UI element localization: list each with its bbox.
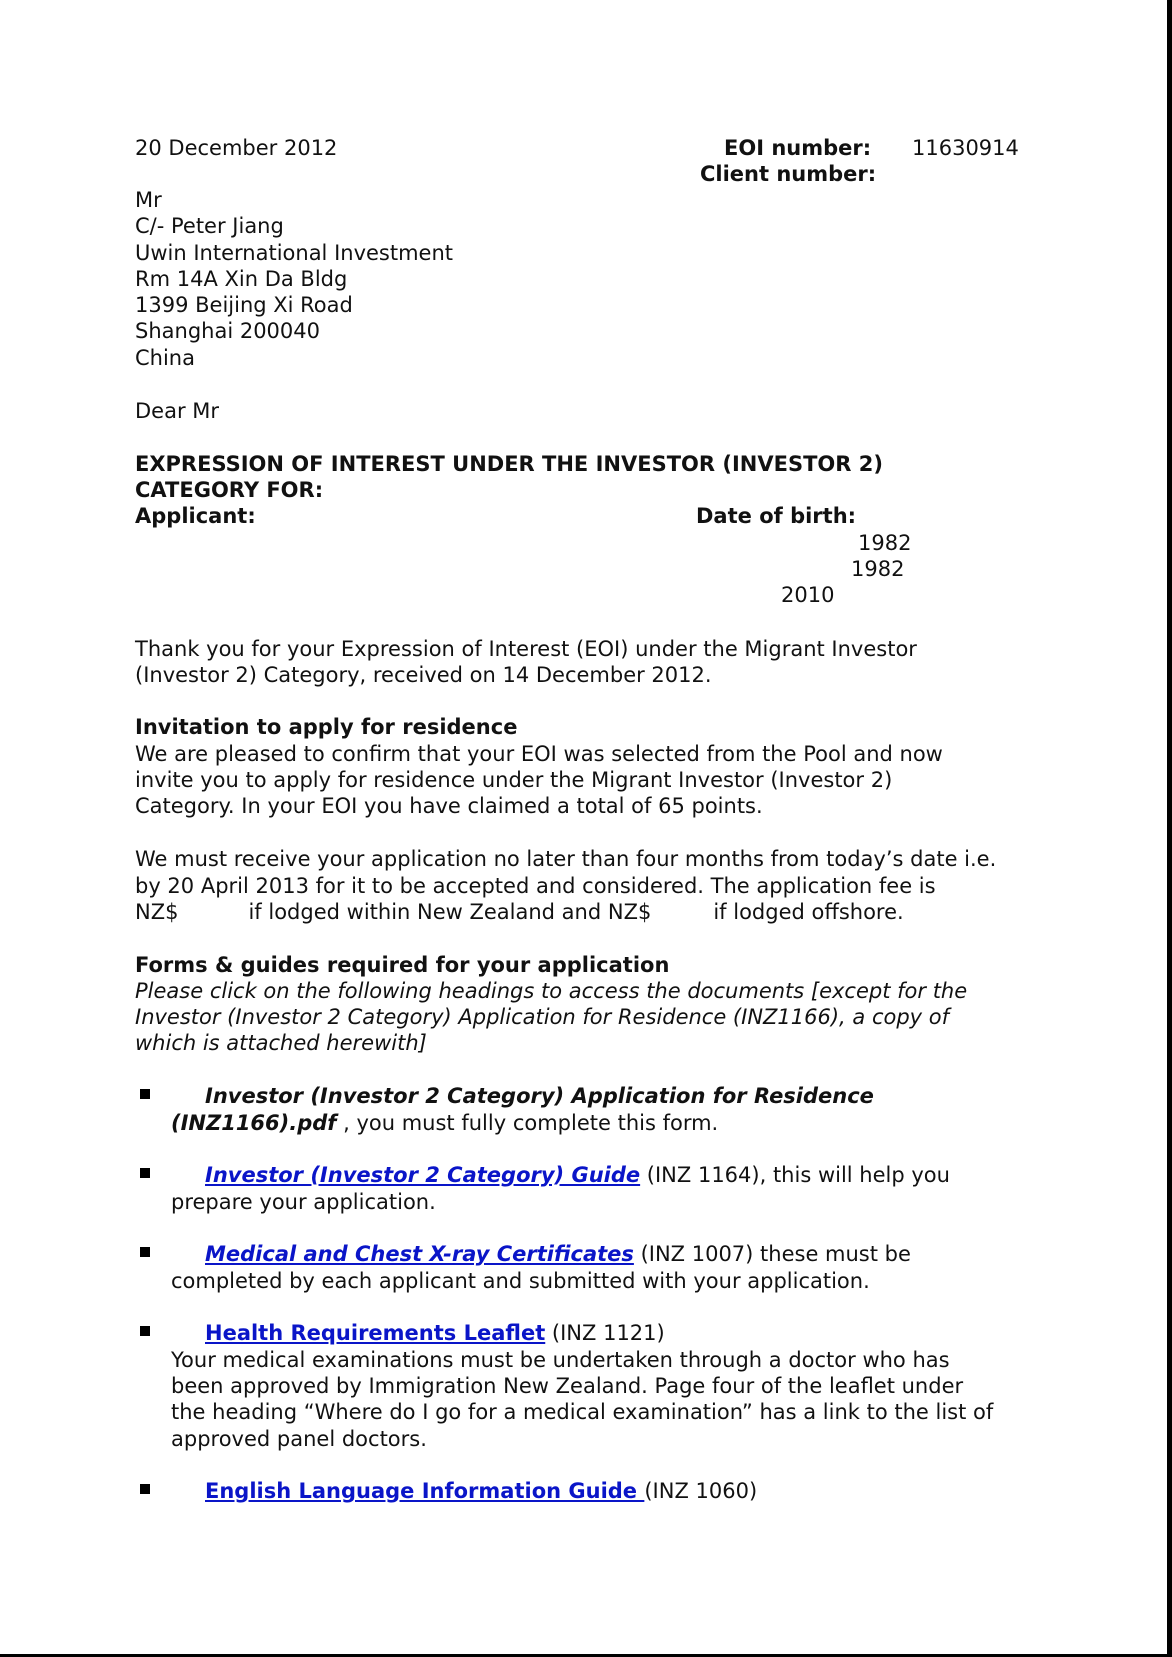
medical-cert-line	[205, 1241, 911, 1267]
health-leaflet-line	[205, 1320, 665, 1346]
dob-year: 1982	[851, 557, 905, 581]
invitation-title: Invitation to apply for residence	[135, 715, 518, 739]
bullet-icon	[140, 1247, 150, 1257]
forms-instruction-line: Please click on the following headings to access the documents [except for the	[135, 979, 968, 1003]
english-language-guide-link[interactable]: English Language Information Guide	[205, 1479, 645, 1503]
invitation-line: invite you to apply for residence under the Migrant Investor (Investor 2)	[135, 768, 893, 792]
eoi-number-value: 11630914	[912, 136, 1019, 160]
form-inz1166-line	[171, 1110, 718, 1136]
invitation-line: Category. In your EOI you have claimed a total of 65 points.	[135, 794, 763, 818]
medical-certificates-note: (INZ 1007) these must be	[633, 1242, 911, 1266]
address-line: C/- Peter Jiang	[135, 214, 284, 238]
address-line: Rm 14A Xin Da Bldg	[135, 267, 348, 291]
form-inz1166-filename: (INZ1166).pdf	[171, 1111, 337, 1135]
dob-year: 1982	[858, 531, 912, 555]
redacted-amount	[651, 899, 713, 925]
forms-instruction-line: which is attached herewith]	[135, 1031, 427, 1055]
redacted-amount	[178, 899, 248, 925]
form-inz1166-note: , you must fully complete this form.	[336, 1111, 719, 1135]
dob-year: 2010	[781, 583, 835, 607]
letter-date: 20 December 2012	[135, 136, 338, 160]
fee-onshore-text: if lodged within New Zealand and NZ$	[248, 900, 652, 924]
fee-currency: NZ$	[135, 900, 179, 924]
bullet-icon	[140, 1168, 150, 1178]
heading-line-1: EXPRESSION OF INTEREST UNDER THE INVESTOR (INVESTOR 2)	[135, 452, 883, 476]
address-line: Mr	[135, 188, 162, 212]
eoi-number-label: EOI number:	[724, 136, 872, 160]
english-guide-line	[205, 1478, 757, 1504]
client-number-label: Client number:	[700, 162, 877, 186]
health-requirements-note: (INZ 1121)	[545, 1321, 665, 1345]
deadline-line: We must receive your application no later than four months from today’s date i.e.	[135, 847, 997, 871]
forms-title: Forms & guides required for your application	[135, 953, 670, 977]
invitation-line: We are pleased to confirm that your EOI was selected from the Pool and now	[135, 742, 943, 766]
address-line: China	[135, 346, 195, 370]
guide-inz1164-line2: prepare your application.	[171, 1190, 436, 1214]
bullet-icon	[140, 1326, 150, 1336]
address-line: Uwin International Investment	[135, 241, 454, 265]
health-leaflet-text: Your medical examinations must be undertaken through a doctor who has	[171, 1348, 950, 1372]
health-leaflet-text: been approved by Immigration New Zealand. Page four of the leaflet under	[171, 1374, 964, 1398]
fee-offshore-text: if lodged offshore.	[713, 900, 904, 924]
investor-guide-link[interactable]: Investor (Investor 2 Category) Guide	[205, 1163, 641, 1187]
address-line: Shanghai 200040	[135, 319, 321, 343]
intro-line: (Investor 2) Category, received on 14 December 2012.	[135, 663, 712, 687]
forms-instruction-line: Investor (Investor 2 Category) Application for Residence (INZ1166), a copy of	[135, 1005, 950, 1029]
english-language-guide-note: (INZ 1060)	[644, 1479, 758, 1503]
bullet-icon	[140, 1484, 150, 1494]
medical-cert-line2: completed by each applicant and submitted with your application.	[171, 1269, 870, 1293]
salutation: Dear Mr	[135, 399, 220, 423]
page-right-border	[1167, 0, 1172, 1657]
fee-line	[135, 899, 904, 925]
bullet-icon	[140, 1089, 150, 1099]
health-requirements-link[interactable]: Health Requirements Leaflet	[205, 1321, 546, 1345]
intro-line: Thank you for your Expression of Interest (EOI) under the Migrant Investor	[135, 637, 917, 661]
address-line: 1399 Beijing Xi Road	[135, 293, 353, 317]
deadline-line: by 20 April 2013 for it to be accepted and considered. The application fee is	[135, 874, 936, 898]
guide-inz1164-line	[205, 1162, 950, 1188]
form-inz1166-title: Investor (Investor 2 Category) Application for Residence	[205, 1084, 874, 1108]
medical-certificates-link[interactable]: Medical and Chest X-ray Certificates	[205, 1242, 634, 1266]
investor-guide-note: (INZ 1164), this will help you	[640, 1163, 950, 1187]
dob-label: Date of birth:	[696, 504, 857, 528]
applicant-label: Applicant:	[135, 504, 256, 528]
heading-line-2: CATEGORY FOR:	[135, 478, 324, 502]
health-leaflet-text: the heading “Where do I go for a medical examination” has a link to the list of	[171, 1400, 994, 1424]
health-leaflet-text: approved panel doctors.	[171, 1427, 427, 1451]
